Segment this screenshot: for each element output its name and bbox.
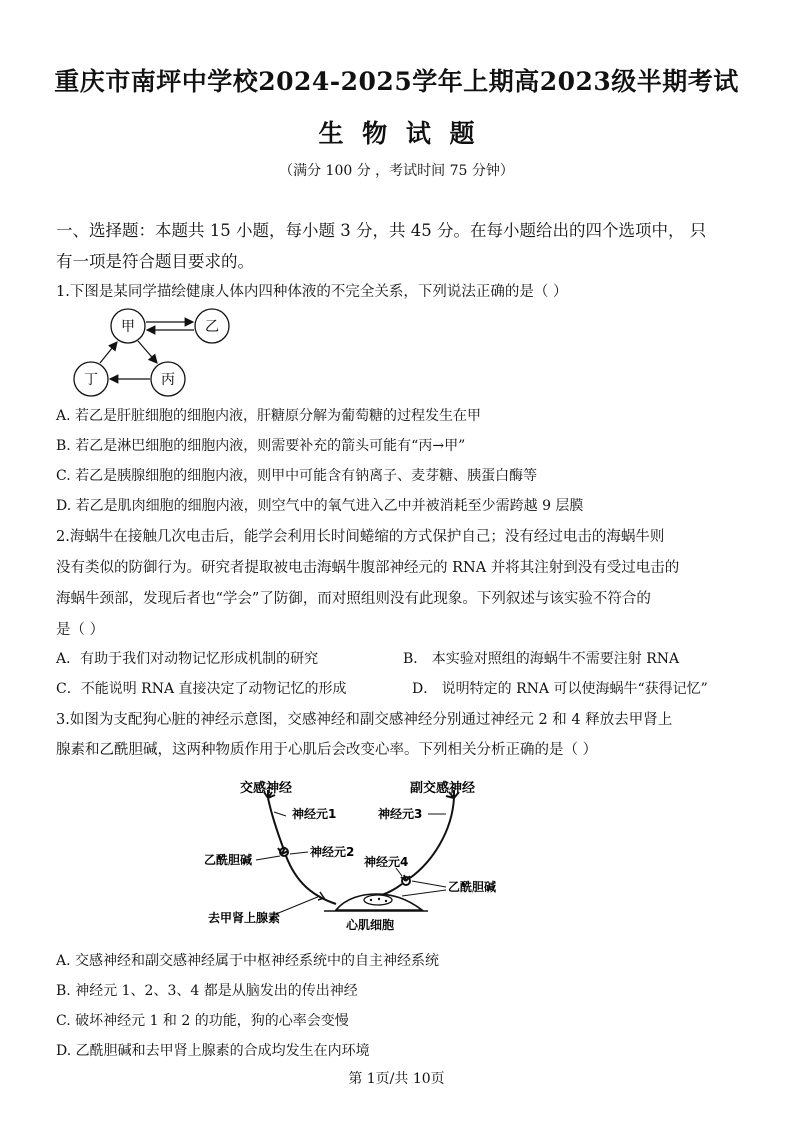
q3-option-a: A. 交感神经和副交感神经属于中枢神经系统中的自主神经系统	[56, 953, 440, 969]
parasympathetic-neuron-path	[378, 790, 459, 896]
label-neuron4: 神经元4	[364, 855, 409, 869]
q2-stem-line4: 是（ ）	[56, 622, 105, 638]
pointer-norepinephrine	[276, 896, 320, 914]
q1-option-b: B. 若乙是淋巴细胞的细胞内液，则需要补充的箭头可能有“丙→甲”	[56, 438, 466, 454]
q1-option-a: A. 若乙是肝脏细胞的细胞内液，肝糖原分解为葡萄糖的过程发生在甲	[56, 408, 482, 424]
node-ding	[74, 362, 108, 396]
svg-text:丁: 丁	[84, 372, 98, 388]
q3-option-c: C. 破坏神经元 1 和 2 的功能，狗的心率会变慢	[56, 1013, 349, 1029]
label-parasympathetic: 副交感神经	[410, 781, 476, 796]
label-neuron2: 神经元2	[310, 845, 355, 859]
q2-stem-line1: 2.海蜗牛在接触几次电击后，能学会利用长时间蜷缩的方式保护自己；没有经过电击的海蜗牛则	[56, 529, 665, 545]
q3-option-d: D. 乙酰胆碱和去甲肾上腺素的合成均发生在内环境	[56, 1043, 370, 1059]
q2-stem-line2: 没有类似的防御行为。研究者提取被电击海蜗牛腹部神经元的 RNA 并将其注射到没有受过电击的	[56, 560, 680, 576]
svg-text:乙: 乙	[205, 319, 219, 335]
section-heading-line2: 有一项是符合题目要求的。	[56, 252, 254, 271]
body-fluid-diagram	[66, 305, 236, 400]
q2-option-b: B． 本实验对照组的海蜗牛不需要注射 RNA	[403, 651, 680, 667]
pointer-ach-right-1	[412, 881, 446, 887]
q2-stem-line3: 海蜗牛颈部，发现后者也“学会”了防御，而对照组则没有此现象。下列叙述与该实验不符合的	[56, 591, 651, 607]
q2-option-c: C．不能说明 RNA 直接决定了动物记忆的形成	[56, 681, 347, 697]
section-heading-line1: 一、选择题：本题共 15 小题，每小题 3 分，共 45 分。在每小题给出的四个选项中， 只	[56, 221, 707, 240]
label-neuron1: 神经元1	[292, 807, 337, 821]
svg-text:甲: 甲	[121, 319, 135, 335]
node-yi	[195, 309, 229, 343]
pointer-neuron4	[396, 868, 402, 876]
q3-option-b: B. 神经元 1、2、3、4 都是从脑发出的传出神经	[56, 983, 358, 999]
label-ach-left: 乙酰胆碱	[204, 853, 253, 867]
page-number: 第 1页/共 10页	[348, 1071, 445, 1087]
exam-title: 重庆市南坪中学校2024-2025学年上期高2023级半期考试	[54, 67, 739, 96]
svg-text:丙: 丙	[161, 372, 175, 388]
pointer-neuron2	[290, 852, 308, 854]
subject-title: 生 物 试 题	[318, 119, 475, 148]
score-time-info: （满分 100 分 ，考试时间 75 分钟）	[279, 163, 514, 179]
pointer-neuron1	[274, 812, 286, 816]
q3-stem-line2: 腺素和乙酰胆碱，这两种物质作用于心肌后会改变心率。下列相关分析正确的是（ ）	[56, 742, 598, 758]
node-jia	[111, 309, 145, 343]
cardiac-cell-nucleus	[364, 895, 392, 905]
q2-option-d: D． 说明特定的 RNA 可以使海蜗牛“获得记忆”	[412, 681, 708, 697]
pointer-ach-left	[256, 856, 280, 860]
node-bing	[151, 362, 185, 396]
arrow-ding-to-jia	[100, 342, 117, 363]
q3-stem-line1: 3.如图为支配狗心脏的神经示意图，交感神经和副交感神经分别通过神经元 2 和 4 释放去甲肾上	[56, 712, 673, 728]
pointer-ach-right-2	[402, 890, 446, 896]
label-sympathetic: 交感神经	[240, 781, 293, 796]
label-ach-right: 乙酰胆碱	[448, 880, 497, 894]
label-neuron3: 神经元3	[378, 807, 423, 821]
arrow-jia-to-bing	[138, 341, 157, 363]
q1-stem: 1.下图是某同学描绘健康人体内四种体液的不完全关系，下列说法正确的是（ ）	[56, 284, 568, 300]
q1-option-c: C. 若乙是胰腺细胞的细胞内液，则甲中可能含有钠离子、麦芽糖、胰蛋白酶等	[56, 468, 538, 484]
label-cardiac-cell: 心肌细胞	[346, 918, 395, 932]
q1-option-d: D. 若乙是肌肉细胞的细胞内液，则空气中的氧气进入乙中并被消耗至少需跨越 9 层膜	[56, 498, 584, 514]
q2-option-a: A．有助于我们对动物记忆形成机制的研究	[56, 651, 319, 667]
heart-nerve-diagram	[196, 772, 536, 942]
label-norepinephrine: 去甲肾上腺素	[208, 911, 281, 925]
